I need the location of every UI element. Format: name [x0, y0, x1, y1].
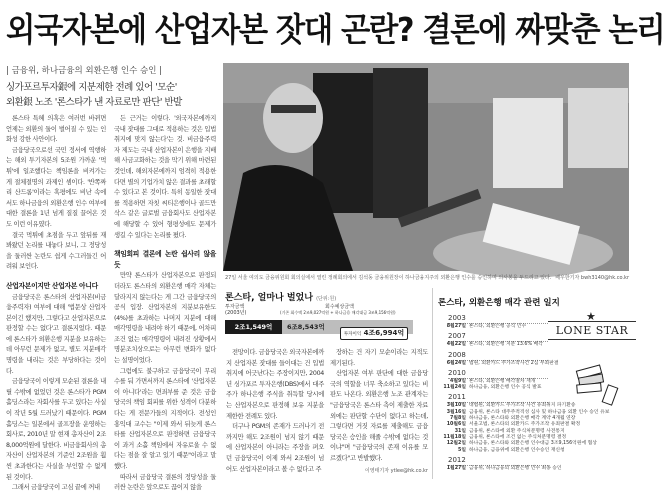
event-date: 31일 [454, 428, 466, 434]
paragraph: 금융당국은 론스타의 산업자본(비금융주력자) 여부에 대해 '법문상 산업자본이긴 했지만, 그렇다고 산업자본으로 판정할 수는 없다'고 결론지었다. 때문에 론스타가 외환은행 지분을 보유하는 데 아무런 문제가 없고, 별도 지분매각 명령을 내리는 것은 부당하다는 것이다. [6, 293, 106, 375]
invest-bar: 2조1,549억 [225, 320, 282, 334]
event-date: 4월9일 [450, 378, 466, 384]
event-text: 하나금융, 외환은행 인수 공식 발표 [469, 385, 542, 391]
invest-year: (2003년) [225, 310, 247, 316]
paragraph: 그래서 금융당국이 고심 끝에 꺼내 [12, 484, 100, 492]
event-text: 금융위, 론스타에 외환 주식처분명령 사전통지 [469, 428, 565, 434]
paragraph: 장하는 건 자기 모순이라는 지적도 제기된다. [330, 349, 428, 367]
event-text: 대법원, 외환카드 주가조작 사건 유죄취지 파기환송 [469, 403, 576, 409]
timeline-year: 2003 [448, 314, 548, 324]
timeline-title: 론스타, 외환은행 매각 관련 일지 [438, 298, 560, 308]
paragraph: 금융당국이 이렇게 모순된 결론을 내릴 수밖에 없었던 것은 론스타가 PGM홀딩스라는 자회사를 두고 있다는 사실이 작년 5월 드러났기 때문이다. PGM홀딩스는 일본에서 골프장을 운영하는 회사로, 2010년 말 현재 총자산이 2조8,000억원에 달한다. 비금융회사의 총자산이 산업자본의 기준인 2조원을 훨씬 초과한다는 사실을 부인할 수 없게 된 것이다. [6, 378, 106, 481]
paragraph: 전망이다. 금융당국은 외국자본에까지 산업자본 잣대를 들이대는 건 입법 취지에 어긋난다는 주장이지만, 2004년 싱가포르 투자은행(DBS)에서 대주주가 하나은행 주식을 취득할 당시에는 산업자본으로 판정해 보유 지분을 제한한 전례도 있다. [226, 349, 324, 420]
paragraph: 산업자본 여부 판단에 대한 금융당국의 역할을 너무 축소하고 있다는 비판도 나온다. 외환은행 노조 관계자는 "금융당국은 론스타 측이 제출한 자료 외에는 판단할 수단이 없다고 하는데, 그렇다면 거짓 자료를 제출해도 금융당국은 승인을 해줄 수밖에 없다는 것이냐"며 "금융당국의 존재 이유를 모르겠다"고 반발했다. [330, 370, 428, 462]
article-column-1 [6, 114, 106, 492]
article-column-3 [226, 348, 324, 479]
paragraph: 결국 먹튀에 초점을 두고 앞뒤를 재 봐왔던 논리를 내놓다 보니, 그 정당성을 둘러싼 논란도 쉽게 수그러들긴 어려워 보인다. [6, 231, 106, 271]
timeline-year: 2011 [448, 393, 548, 403]
star-icon: ★ [586, 310, 596, 323]
event-date: 8월27일 [446, 324, 466, 329]
timeline-year: 2010 [448, 369, 548, 379]
logo-text: LONE STAR [548, 321, 636, 340]
caption-text: 27일 서울 여의도 금융위원회 회의실에서 열린 정례회의에서 김석동 금융위원장이 하나금융지주의 외환은행 인수를 승인하며 의사봉을 두드리고 있다. [225, 275, 552, 281]
column-divider [432, 288, 433, 479]
event-text: 하나금융, 금융위에 외환은행 인수승인 재신청 [469, 447, 565, 453]
photo-caption [225, 274, 629, 281]
event-text: 금융위, 론스타 대주주적격성 심사 및 하나금융 외환 인수 승인 유보 [469, 409, 610, 415]
subhead-1: 싱가포르투자銀에 지분제한 전례 있어 '모순' [6, 82, 177, 93]
photo-illustration [223, 63, 629, 271]
event-date: 5일 [458, 447, 466, 453]
paragraph: 더구나 PGM의 존재가 드러나기 전까지만 해도 2조원이 넘지 않기 때문에 산업자본이 아니라는 주장을 펴오던 금융당국이 이제 와서 2조원이 넘어도 산업자본이라고 볼 수 없다고 주 [226, 423, 324, 473]
event-date: 7월8일 [450, 416, 466, 422]
timeline-year: 2008 [448, 351, 548, 361]
event-text: 하나금융, 론스타와 외환은행 인수대금 3조9,156억원에 협상 [469, 441, 597, 447]
proceeds-label: 회수예상금액 [325, 304, 354, 310]
event-date: 10월6일 [446, 422, 466, 428]
section-heading: 책임회피 결론에 논란 쉽사리 않을 듯 [114, 250, 216, 269]
subhead-2: 외환銀 노조 '론스타가 낸 자료로만 판단' 반발 [6, 97, 182, 108]
infographic-title-text: 론스타, 얼마나 벌었나 [225, 293, 313, 303]
event-date: 12월2일 [446, 441, 466, 447]
timeline-event [438, 466, 634, 472]
byline: 이영태기자 ytlee@hk.co.kr [364, 467, 428, 474]
event-text: 금융위, 론스타에 조건 없는 주식처분명령 결정 [469, 434, 567, 440]
proceeds-note: (기존 회수액 2조9,027억원 + 하나금융 매각대금 3조9,156억원) [280, 310, 396, 315]
money-stack-icon [575, 360, 625, 410]
timeline-year: 2012 [448, 456, 548, 466]
paragraph: 만약 론스타가 산업자본으로 판정되더라도 론스타의 외환은행 매각 자체는 달라지지 않는다는 게 그간 금융당국의 공식 입장. 산업자본의 지분보유한도(4%)를 초과하는 나머지 지분에 대해 매각명령을 내려야 하기 때문에, 어차피 조건 없는 매각명령이 내려진 상황에서 명분조치상으로는 아무런 변화가 없다는 설명이었다. [114, 272, 216, 365]
event-text: 론스타, 외환은행 지분 13.6% 매각 [469, 342, 543, 348]
invest-label: 투자금액 [225, 304, 245, 310]
lone-star-logo [548, 310, 636, 349]
article-column-2 [114, 114, 216, 492]
event-text: 법원, 외환카드 주가조작사건 2심 무죄판결 [469, 360, 559, 366]
paragraph: 론스타 특혜 의혹은 여러번 바뀌면 언제는 외환의 둘이 벌어질 수 있는 인화성 강한 사안이다. [6, 115, 106, 144]
paragraph: 그럼에도 불구하고 금융당국이 무리수를 둬 가면서까지 론스타에 '산업자본이 아니다'라는 면죄부를 준 것은 금융당국의 책임 회피를 위한 성격이 다분하다는 게 전문가들의 지적이다. 전성인 홍익대 교수는 "이제 와서 뒤늦게 론스타를 산업자본으로 판정하면 금융당국이 과거 소홀 책임에서 자유로울 수 없다는 점을 잘 알고 있기 때문"이라고 말했다. [114, 367, 216, 470]
proceeds-value: 6조8,543억 [287, 323, 325, 331]
profit-box [340, 327, 408, 340]
photo-credit: 배우한기자 bwh3140@hk.co.kr [555, 275, 629, 281]
event-date: 4월22일 [446, 342, 466, 348]
event-text: 론스타, 외환은행 매각절차 재개 [469, 378, 536, 384]
event-date: 1월27일 [446, 465, 466, 471]
event-date: 11월24일 [443, 385, 466, 391]
event-text: 금융위, 하나금융의 외환은행 인수 최종 승인 [469, 465, 562, 471]
infographic-title [225, 290, 428, 303]
profit-value: 4조6,994억 [363, 329, 405, 337]
kicker: | 금융위, 하나금융의 외환은행 인수 승인 | [6, 66, 163, 76]
profit-infographic [225, 290, 428, 342]
event-date: 3월16일 [446, 409, 466, 415]
timeline-event [438, 448, 634, 454]
event-date: 11월18일 [443, 434, 466, 440]
event-text: 서울고법, 론스타의 외환카드 주가조작 유죄판결 확정 [469, 422, 581, 428]
event-date: 3월10일 [446, 403, 466, 409]
news-photo [223, 63, 629, 271]
headline: 외국자본에 산업자본 잣대 곤란? 결론에 짜맞춘 논리 [6, 10, 664, 49]
paragraph: 금융당국으로선 국민 정서에 역행하는 해외 투기자본의 5조원 가까운 '먹튀'에 일조했다는 책임론을 비켜가는 게 절체절명의 과제인 셈이다. '반쪽짜리 산드롬'이라는 혹평에도 비난 속에서도 하나금융의 외환은행 인수 여부에 대한 결론을 1년 넘게 질질 끌어온 것도 이런 이유였다. [6, 146, 106, 228]
infographic-unit: (단위:원) [316, 296, 337, 302]
profit-label: 투자이익 [343, 332, 362, 337]
article-column-4 [330, 348, 428, 465]
paragraph: 따라서 금융당국 결론의 정당성을 둘러싼 논란은 앞으로도 끊이지 않을 [114, 473, 216, 492]
event-text: 론스타, 외환은행 공식 인수 [469, 324, 527, 329]
section-heading: 산업자본이지만 산업자본 아니다 [6, 281, 98, 290]
article-column-4-wrap [330, 348, 428, 479]
event-text: 하나금융, 론스타와 외환은행 매각 계약 4개월 연장 [469, 416, 576, 422]
timeline-year: 2007 [448, 332, 548, 342]
paragraph: 든 근거는 이렇다. '외국자본에까지 국내 잣대를 그대로 적용하는 것은 입법 취지에 맞지 않는다'는 것. 비금융주력자 제도는 국내 산업자본이 은행을 지배해 사금고화하는 것을 막기 위해 마련된 것인데, 해외자본에까지 엄격히 적용한다면 별의 기업가치 않은 결과를 초래할 수 있다고 본 것이다. 특히 동일한 잣대를 적용하면 자칫 씨티은행이나 골드만삭스 같은 글로벌 금융회사도 산업자본에 해당할 수 있어 형평성에도 문제가 생길 수 있다는 논리를 폈다. [114, 115, 216, 239]
event-date: 6월24일 [446, 360, 466, 366]
